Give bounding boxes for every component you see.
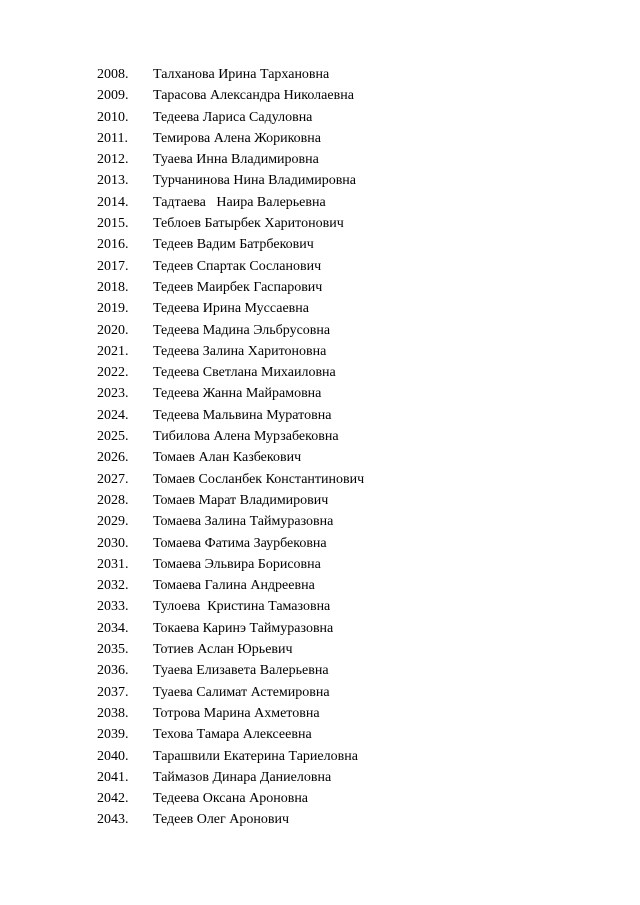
- list-item-name: Тедеев Спартак Сосланович: [153, 258, 322, 274]
- list-item-number: 2027.: [97, 471, 129, 487]
- list-item-name: Туаева Елизавета Валерьевна: [153, 663, 329, 679]
- list-item: [97, 234, 364, 255]
- list-item-number: 2009.: [97, 88, 129, 104]
- list-item-name: Тулоева Кристина Тамазовна: [153, 599, 331, 615]
- list-item-name: Тедеев Вадим Батрбекович: [153, 237, 314, 253]
- list-item: [97, 469, 364, 490]
- name-list: [97, 64, 364, 831]
- list-item-name: Туаева Инна Владимировна: [153, 152, 319, 168]
- list-item-number: 2029.: [97, 514, 129, 530]
- list-item-name: Техова Тамара Алексеевна: [153, 727, 312, 743]
- list-item-name: Тотрова Марина Ахметовна: [153, 705, 320, 721]
- list-item: [97, 426, 364, 447]
- list-item: [97, 447, 364, 468]
- list-item-number: 2016.: [97, 237, 129, 253]
- list-item-number: 2010.: [97, 109, 129, 125]
- list-item: [97, 767, 364, 788]
- list-item: [97, 341, 364, 362]
- list-item-name: Томаева Эльвира Борисовна: [153, 556, 321, 572]
- list-item-number: 2024.: [97, 407, 129, 423]
- list-item-name: Тедеева Мадина Эльбрусовна: [153, 322, 331, 338]
- list-item: [97, 383, 364, 404]
- list-item-name: Тадтаева Наира Валерьевна: [153, 194, 326, 210]
- list-item: [97, 490, 364, 511]
- list-item-name: Тедеев Маирбек Гаспарович: [153, 279, 323, 295]
- list-item-name: Тибилова Алена Мурзабековна: [153, 429, 339, 445]
- list-item: [97, 107, 364, 128]
- list-item-name: Тарасова Александра Николаевна: [153, 88, 354, 104]
- list-item-name: Темирова Алена Жориковна: [153, 130, 321, 146]
- list-item-number: 2039.: [97, 727, 129, 743]
- list-item-number: 2037.: [97, 684, 129, 700]
- list-item-number: 2031.: [97, 556, 129, 572]
- list-item-name: Тарашвили Екатерина Тариеловна: [153, 748, 358, 764]
- list-item: [97, 85, 364, 106]
- list-item-number: 2032.: [97, 578, 129, 594]
- list-item: [97, 746, 364, 767]
- list-item: [97, 682, 364, 703]
- list-item-name: Томаева Фатима Заурбековна: [153, 535, 327, 551]
- list-item: [97, 149, 364, 170]
- list-item-name: Турчанинова Нина Владимировна: [153, 173, 357, 189]
- list-item: [97, 320, 364, 341]
- list-item: [97, 277, 364, 298]
- list-item-number: 2012.: [97, 152, 129, 168]
- list-item-number: 2014.: [97, 194, 129, 210]
- list-item-number: 2034.: [97, 620, 129, 636]
- list-item: [97, 596, 364, 617]
- list-item-number: 2028.: [97, 492, 129, 508]
- list-item: [97, 511, 364, 532]
- list-item-name: Талханова Ирина Тархановна: [153, 67, 330, 82]
- list-item-number: 2038.: [97, 705, 129, 721]
- list-item: [97, 788, 364, 809]
- list-item-name: Тедеева Залина Харитоновна: [153, 343, 327, 359]
- list-item-number: 2008.: [97, 67, 129, 82]
- list-item: [97, 724, 364, 745]
- list-item: [97, 405, 364, 426]
- list-item-number: 2030.: [97, 535, 129, 551]
- list-item-name: Тедеева Оксана Ароновна: [153, 791, 309, 807]
- list-item: [97, 192, 364, 213]
- list-item-name: Тедеева Ирина Муссаевна: [153, 301, 309, 317]
- list-item-name: Тедеев Олег Аронович: [153, 812, 290, 828]
- list-item: [97, 809, 364, 830]
- list-item-name: Токаева Каринэ Таймуразовна: [153, 620, 334, 636]
- list-item-number: 2036.: [97, 663, 129, 679]
- list-item-name: Тедеева Мальвина Муратовна: [153, 407, 332, 423]
- list-item-name: Тедеева Лариса Садуловна: [153, 109, 313, 125]
- list-item-name: Таймазов Динара Даниеловна: [153, 769, 332, 785]
- list-item: [97, 256, 364, 277]
- list-item-name: Томаева Залина Таймуразовна: [153, 514, 334, 530]
- list-item: [97, 703, 364, 724]
- list-item: [97, 618, 364, 639]
- list-item: [97, 660, 364, 681]
- list-item-number: 2026.: [97, 450, 129, 466]
- list-item-name: Теблоев Батырбек Харитонович: [153, 216, 344, 232]
- list-item-number: 2042.: [97, 791, 129, 807]
- list-item: [97, 639, 364, 660]
- list-item-name: Тедеева Светлана Михаиловна: [153, 365, 336, 381]
- list-item-name: Туаева Салимат Астемировна: [153, 684, 330, 700]
- list-item-number: 2011.: [97, 130, 128, 146]
- list-item-number: 2019.: [97, 301, 129, 317]
- list-item: [97, 575, 364, 596]
- list-item-number: 2033.: [97, 599, 129, 615]
- list-item: [97, 554, 364, 575]
- list-item-name: Томаев Марат Владимирович: [153, 492, 329, 508]
- list-item-name: Томаева Галина Андреевна: [153, 578, 315, 594]
- list-item: [97, 128, 364, 149]
- list-item-number: 2013.: [97, 173, 129, 189]
- list-item: [97, 64, 364, 85]
- list-item: [97, 533, 364, 554]
- list-item-number: 2043.: [97, 812, 129, 828]
- list-item: [97, 298, 364, 319]
- list-item-name: Тотиев Аслан Юрьевич: [153, 642, 293, 658]
- list-item-number: 2040.: [97, 748, 129, 764]
- list-item-number: 2041.: [97, 769, 129, 785]
- list-item: [97, 362, 364, 383]
- list-item-number: 2021.: [97, 343, 129, 359]
- list-item-number: 2018.: [97, 279, 129, 295]
- list-item-number: 2020.: [97, 322, 129, 338]
- list-item-name: Тедеева Жанна Майрамовна: [153, 386, 322, 402]
- list-item-number: 2035.: [97, 642, 129, 658]
- list-item-number: 2025.: [97, 429, 129, 445]
- list-item-number: 2015.: [97, 216, 129, 232]
- list-item: [97, 170, 364, 191]
- list-item-name: Томаев Алан Казбекович: [153, 450, 302, 466]
- list-item: [97, 213, 364, 234]
- list-item-number: 2023.: [97, 386, 129, 402]
- list-item-name: Томаев Сосланбек Константинович: [153, 471, 365, 487]
- list-item-number: 2022.: [97, 365, 129, 381]
- list-item-number: 2017.: [97, 258, 129, 274]
